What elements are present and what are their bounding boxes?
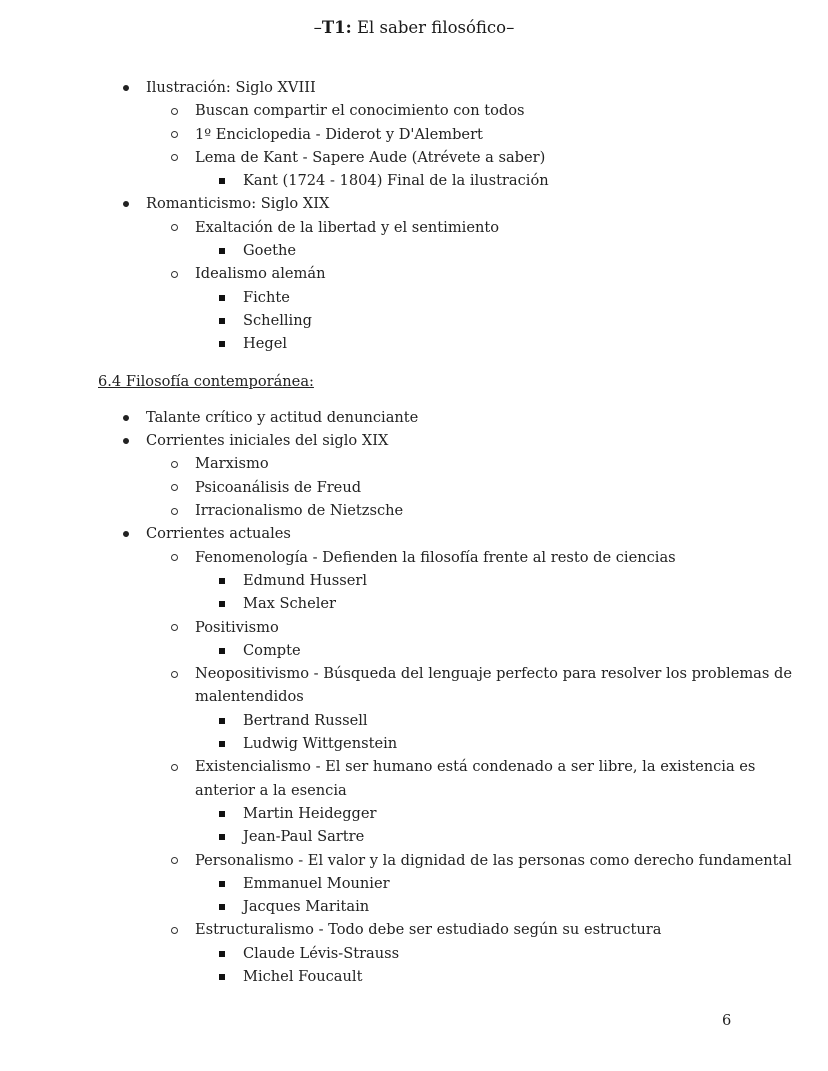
header-title: El saber filosófico– [351,18,515,37]
list-item-text: Talante crítico y actitud denunciante [146,408,419,426]
list-item-text: Compte [243,641,301,659]
list-item-level-2 [0,616,828,639]
bullet-square-icon [219,578,225,584]
list-item-text: Kant (1724 - 1804) Final de la ilustración [243,172,549,190]
bullet-circle-icon [171,927,178,934]
list-item-level-2 [0,452,828,475]
list-item-level-2 [0,918,828,941]
list-item-level-3 [0,309,828,332]
list-item-level-3 [0,569,828,592]
list-item-text: Buscan compartir el conocimiento con todos [195,102,525,120]
list-item-text: Edmund Husserl [243,571,367,589]
list-item-level-3 [0,965,828,988]
list-item-level-3 [0,239,828,262]
list-item-level-2 [0,779,828,802]
spacer [0,393,828,406]
list-item-level-1 [0,522,828,545]
bullet-circle-icon [171,857,178,864]
list-item-level-2 [0,685,828,708]
bullet-square-icon [219,741,225,747]
list-item-text: Marxismo [195,455,269,473]
list-item-level-3 [0,169,828,192]
list-item-level-2 [0,499,828,522]
bullet-circle-icon [171,484,178,491]
page-header [0,18,828,37]
list-item-text: Estructuralismo - Todo debe ser estudiado según su estructura [195,921,662,939]
bullet-disc-icon [123,531,129,537]
bullet-disc-icon [123,438,129,444]
list-item-text: Max Scheler [243,595,336,613]
list-item-level-3 [0,709,828,732]
list-item-level-2 [0,99,828,122]
bullet-square-icon [219,648,225,654]
list-item-level-2 [0,546,828,569]
list-item-text: Corrientes actuales [146,525,291,543]
list-item-text: Michel Foucault [243,967,363,985]
section-heading-line [0,370,828,393]
bullet-circle-icon [171,671,178,678]
spacer [0,356,828,370]
bullet-square-icon [219,295,225,301]
list-item-text: Hegel [243,335,288,353]
bullet-circle-icon [171,461,178,468]
list-item-level-1 [0,192,828,215]
document-content [0,76,828,988]
list-item-text: Goethe [243,242,296,260]
list-item-level-2 [0,262,828,285]
list-item-level-1 [0,406,828,429]
list-item-level-2 [0,662,828,685]
header-topic-number: T1: [321,18,352,37]
bullet-circle-icon [171,154,178,161]
list-item-level-3 [0,332,828,355]
list-item-level-2 [0,146,828,169]
bullet-circle-icon [171,131,178,138]
bullet-square-icon [219,811,225,817]
list-item-text: Schelling [243,311,312,329]
bullet-disc-icon [123,415,129,421]
list-item-level-3 [0,802,828,825]
list-item-text: Neopositivismo - Búsqueda del lenguaje perfecto para resolver los problemas de [195,665,792,683]
page-number: 6 [722,1012,732,1029]
list-item-level-3 [0,639,828,662]
list-item-level-2 [0,755,828,778]
list-item-text: Martin Heidegger [243,804,377,822]
bullet-circle-icon [171,224,178,231]
list-item-text: Fichte [243,288,290,306]
list-item-level-3 [0,942,828,965]
list-item-text: Emmanuel Mounier [243,874,390,892]
bullet-circle-icon [171,764,178,771]
list-item-level-3 [0,872,828,895]
outline-list-enlightenment-romanticism [0,76,828,356]
list-item-text: Ludwig Wittgenstein [243,735,398,753]
list-item-text: Claude Lévis-Strauss [243,944,400,962]
bullet-square-icon [219,834,225,840]
list-item-text: Exaltación de la libertad y el sentimiento [195,218,500,236]
list-item-text: anterior a la esencia [195,781,347,799]
list-item-level-1 [0,429,828,452]
list-item-text: Bertrand Russell [243,711,368,729]
bullet-circle-icon [171,624,178,631]
section-title: 6.4 Filosofía contemporánea: [98,372,314,390]
bullet-circle-icon [171,108,178,115]
bullet-square-icon [219,318,225,324]
bullet-square-icon [219,341,225,347]
bullet-square-icon [219,974,225,980]
list-item-text: Romanticismo: Siglo XIX [146,195,330,213]
list-item-text: Jean-Paul Sartre [243,828,365,846]
bullet-square-icon [219,601,225,607]
list-item-level-2 [0,476,828,499]
list-item-text: Jacques Maritain [243,898,370,916]
list-item-text: Lema de Kant - Sapere Aude (Atrévete a saber) [195,148,546,166]
list-item-level-2 [0,123,828,146]
list-item-level-2 [0,849,828,872]
list-item-level-2 [0,216,828,239]
bullet-square-icon [219,951,225,957]
list-item-level-3 [0,895,828,918]
bullet-square-icon [219,904,225,910]
list-item-text: Corrientes iniciales del siglo XIX [146,432,389,450]
list-item-text: Personalismo - El valor y la dignidad de las personas como derecho fundamental [195,851,792,869]
bullet-square-icon [219,178,225,184]
list-item-level-3 [0,825,828,848]
bullet-square-icon [219,718,225,724]
list-item-text: Psicoanálisis de Freud [195,478,362,496]
bullet-circle-icon [171,508,178,515]
list-item-level-3 [0,286,828,309]
outline-list-contemporary-philosophy [0,406,828,988]
bullet-square-icon [219,248,225,254]
list-item-text: 1º Enciclopedia - Diderot y D'Alembert [195,125,483,143]
list-item-level-1 [0,76,828,99]
header-prefix: – [313,18,322,37]
list-item-text: malentendidos [195,688,304,706]
bullet-circle-icon [171,271,178,278]
list-item-text: Existencialismo - El ser humano está condenado a ser libre, la existencia es [195,758,756,776]
list-item-level-3 [0,732,828,755]
list-item-text: Irracionalismo de Nietzsche [195,502,404,520]
bullet-circle-icon [171,554,178,561]
bullet-square-icon [219,881,225,887]
bullet-disc-icon [123,201,129,207]
list-item-level-3 [0,592,828,615]
list-item-text: Idealismo alemán [195,265,326,283]
list-item-text: Fenomenología - Defienden la filosofía frente al resto de ciencias [195,548,676,566]
list-item-text: Positivismo [195,618,279,636]
bullet-disc-icon [123,85,129,91]
list-item-text: Ilustración: Siglo XVIII [146,79,316,96]
